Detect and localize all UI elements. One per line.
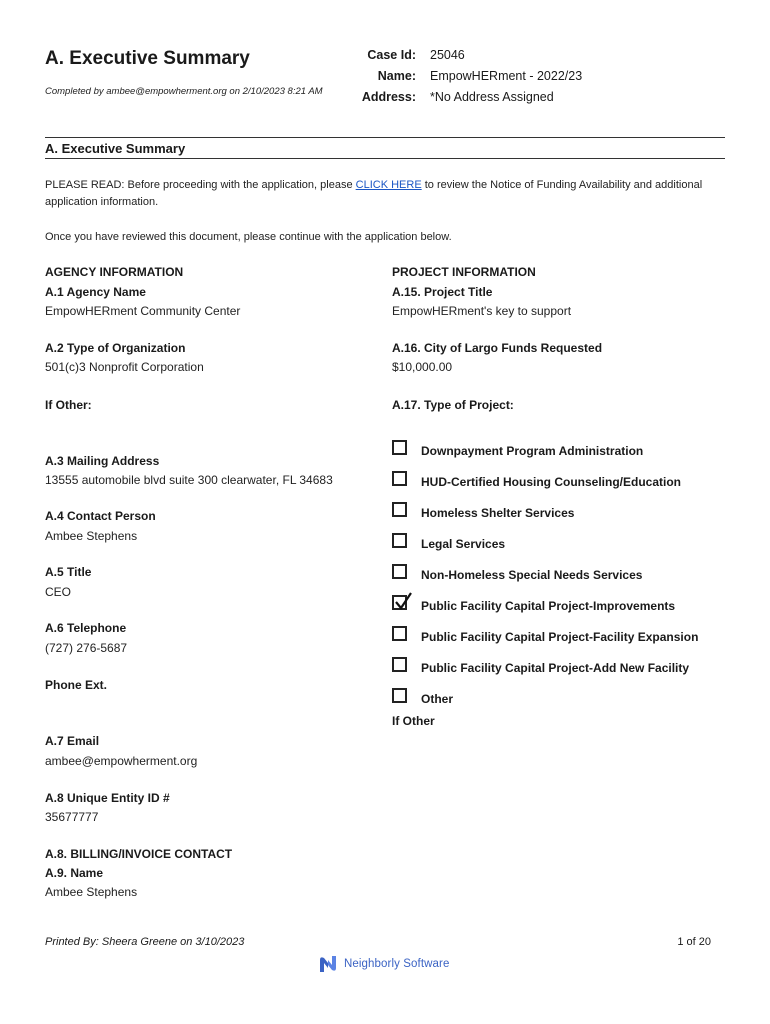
project-type-option-0[interactable]	[392, 440, 643, 462]
case-id-label: Case Id:	[367, 48, 416, 62]
project-type-option-7[interactable]	[392, 657, 689, 679]
project-type-label-5: Public Facility Capital Project-Improvements	[421, 599, 676, 613]
name-label: Name:	[377, 69, 416, 83]
project-type-option-6[interactable]	[392, 626, 698, 648]
checkbox-2[interactable]	[392, 502, 407, 517]
section-title: A. Executive Summary	[45, 141, 186, 156]
neighborly-logo-icon	[318, 954, 338, 974]
project-type-option-3[interactable]	[392, 533, 505, 555]
funds-requested-value: $10,000.00	[392, 360, 453, 374]
address-label: Address:	[361, 90, 416, 104]
address-value: *No Address Assigned	[430, 90, 554, 104]
billing-heading: A.8. BILLING/INVOICE CONTACT	[45, 847, 233, 861]
continue-paragraph: Once you have reviewed this document, please continue with the application below.	[45, 231, 452, 243]
project-type-label-0: Downpayment Program Administration	[421, 444, 644, 458]
case-id-value: 25046	[430, 48, 465, 62]
please-read-prefix: PLEASE READ: Before proceeding with the application, please	[45, 179, 356, 191]
checkbox-8[interactable]	[392, 688, 407, 703]
agency-if-other-label: If Other:	[45, 398, 92, 412]
checkbox-0[interactable]	[392, 440, 407, 455]
project-type-option-8[interactable]	[392, 688, 453, 710]
checkbox-5[interactable]	[392, 595, 407, 610]
checkbox-4[interactable]	[392, 564, 407, 579]
project-type-label-1: HUD-Certified Housing Counseling/Education	[421, 475, 681, 489]
funds-requested-label: A.16. City of Largo Funds Requested	[392, 341, 603, 355]
project-type-label-4: Non-Homeless Special Needs Services	[421, 568, 643, 582]
project-type-label: A.17. Type of Project:	[392, 398, 514, 412]
org-type-label: A.2 Type of Organization	[45, 341, 186, 355]
project-heading: PROJECT INFORMATION	[392, 265, 536, 279]
checkbox-6[interactable]	[392, 626, 407, 641]
checkbox-3[interactable]	[392, 533, 407, 548]
page-title: A. Executive Summary	[45, 48, 250, 69]
checkbox-7[interactable]	[392, 657, 407, 672]
checkmark-icon	[393, 592, 413, 612]
contact-person-label: A.4 Contact Person	[45, 509, 156, 523]
billing-name-value: Ambee Stephens	[45, 885, 138, 899]
agency-name-value: EmpowHERment Community Center	[45, 304, 241, 318]
printed-by-text: Printed By: Sheera Greene on 3/10/2023	[45, 936, 245, 948]
uei-label: A.8 Unique Entity ID #	[45, 791, 170, 805]
please-read-suffix: to review the Notice of Funding Availability and additional application information.	[45, 179, 703, 208]
phone-ext-label: Phone Ext.	[45, 678, 108, 692]
title-value: CEO	[45, 585, 72, 599]
completed-by-text: Completed by ambee@empowherment.org on 2/10/2023 8:21 AM	[45, 86, 323, 97]
project-type-label-2: Homeless Shelter Services	[421, 506, 575, 520]
org-type-value: 501(c)3 Nonprofit Corporation	[45, 360, 204, 374]
page-number: 1 of 20	[677, 936, 711, 948]
mailing-address-label: A.3 Mailing Address	[45, 454, 160, 468]
uei-value: 35677777	[45, 810, 99, 824]
section-bottom-rule	[45, 158, 725, 159]
neighborly-logo-text: Neighborly Software	[344, 958, 450, 970]
project-type-label-3: Legal Services	[421, 537, 506, 551]
mailing-address-value: 13555 automobile blvd suite 300 clearwater, FL 34683	[45, 473, 333, 487]
project-type-label-8: Other	[421, 692, 454, 706]
billing-name-label: A.9. Name	[45, 866, 104, 880]
email-value: ambee@empowherment.org	[45, 754, 198, 768]
project-type-option-1[interactable]	[392, 471, 681, 493]
project-type-option-4[interactable]	[392, 564, 642, 586]
project-title-label: A.15. Project Title	[392, 285, 493, 299]
checkbox-1[interactable]	[392, 471, 407, 486]
neighborly-logo	[318, 954, 449, 974]
project-if-other-label: If Other	[392, 714, 435, 728]
agency-name-label: A.1 Agency Name	[45, 285, 146, 299]
project-type-option-5[interactable]	[392, 595, 675, 617]
please-read-paragraph	[45, 177, 725, 211]
project-type-label-6: Public Facility Capital Project-Facility Expansion	[421, 630, 699, 644]
telephone-label: A.6 Telephone	[45, 621, 127, 635]
email-label: A.7 Email	[45, 734, 100, 748]
section-top-rule	[45, 137, 725, 138]
contact-person-value: Ambee Stephens	[45, 529, 138, 543]
click-here-link[interactable]: CLICK HERE	[355, 179, 422, 191]
telephone-value: (727) 276-5687	[45, 641, 128, 655]
name-value: EmpowHERment - 2022/23	[430, 69, 583, 83]
project-type-label-7: Public Facility Capital Project-Add New Facility	[421, 661, 690, 675]
project-title-value: EmpowHERment's key to support	[392, 304, 572, 318]
title-label: A.5 Title	[45, 565, 92, 579]
project-type-option-2[interactable]	[392, 502, 574, 524]
agency-heading: AGENCY INFORMATION	[45, 265, 184, 279]
